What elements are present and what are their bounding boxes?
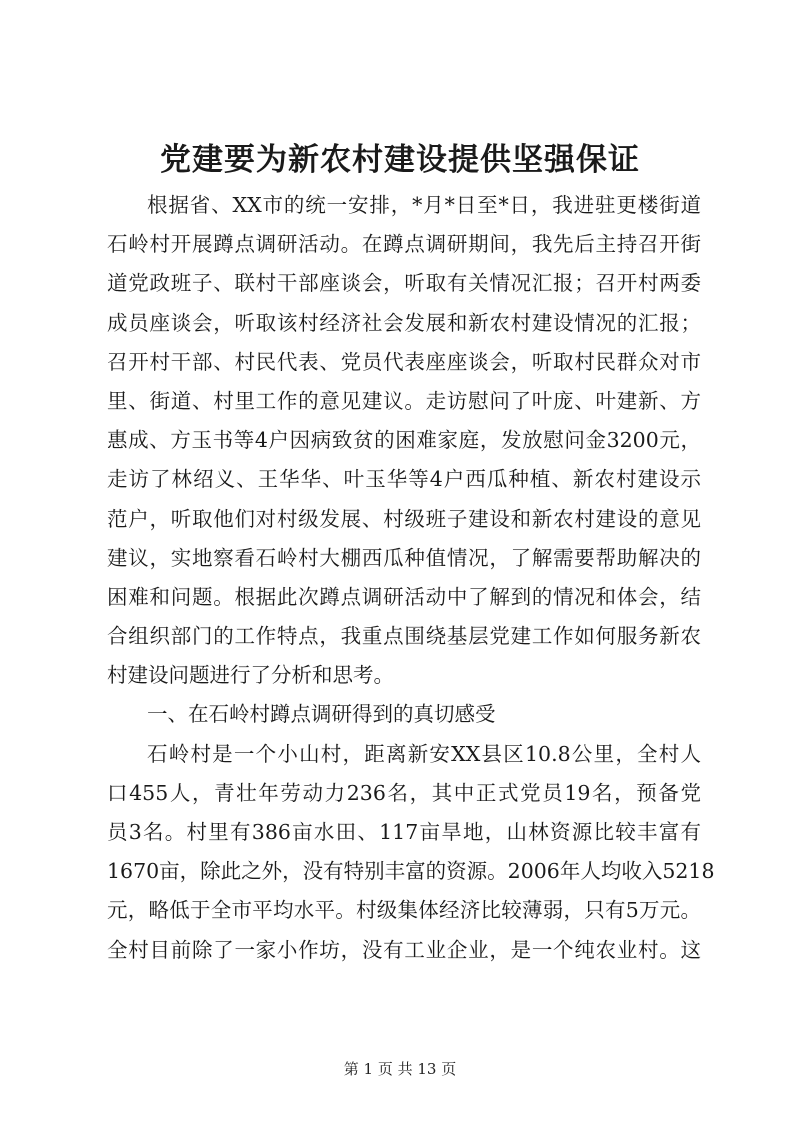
text-line: 召开村干部、村民代表、党员代表座座谈会，听取村民群众对市 [107,349,701,374]
text-line: 口455人，青壮年劳动力236名，其中正式党员19名，预备党 [107,780,701,805]
text-line: 合组织部门的工作特点，我重点围绕基层党建工作如何服务新农 [107,624,701,649]
text-line: 里、街道、村里工作的意见建议。走访慰问了叶庞、叶建新、方 [107,388,701,413]
text-line: 全村目前除了一家小作坊，没有工业企业，是一个纯农业村。这 [107,937,701,962]
text-line: 成员座谈会，听取该村经济社会发展和新农村建设情况的汇报； [107,310,701,335]
text-line: 范户，听取他们对村级发展、村级班子建设和新农村建设的意见 [107,506,701,531]
text-line: 困难和问题。根据此次蹲点调研活动中了解到的情况和体会，结 [107,584,701,609]
document-body [107,186,715,970]
text-line: 道党政班子、联村干部座谈会，听取有关情况汇报；召开村两委 [107,271,701,296]
text-line: 石岭村是一个小山村，距离新安XX县区10.8公里，全村人 [147,741,701,766]
text-line: 村建设问题进行了分析和思考。 [107,663,394,688]
section-heading: 一、在石岭村蹲点调研得到的真切感受 [147,702,496,727]
text-line: 元，略低于全市平均水平。村级集体经济比较薄弱，只有5万元。 [107,898,701,923]
text-line: 石岭村开展蹲点调研活动。在蹲点调研期间，我先后主持召开街 [107,232,701,257]
page-footer: 第 1 页 共 13 页 [343,1060,457,1078]
text-line: 走访了林绍义、王华华、叶玉华等4户西瓜种植、新农村建设示 [107,467,701,492]
text-line: 1670亩，除此之外，没有特别丰富的资源。2006年人均收入5218 [107,859,715,884]
text-line: 惠成、方玉书等4户因病致贫的困难家庭，发放慰问金3200元， [107,428,701,453]
text-line: 建议，实地察看石岭村大棚西瓜种值情况，了解需要帮助解决的 [107,545,701,570]
text-line: 根据省、XX市的统一安排，*月*日至*日，我进驻更楼街道 [147,193,701,217]
text-line: 员3名。村里有386亩水田、117亩旱地，山林资源比较丰富有 [107,820,701,844]
document-title: 党建要为新农村建设提供坚强保证 [160,142,640,178]
